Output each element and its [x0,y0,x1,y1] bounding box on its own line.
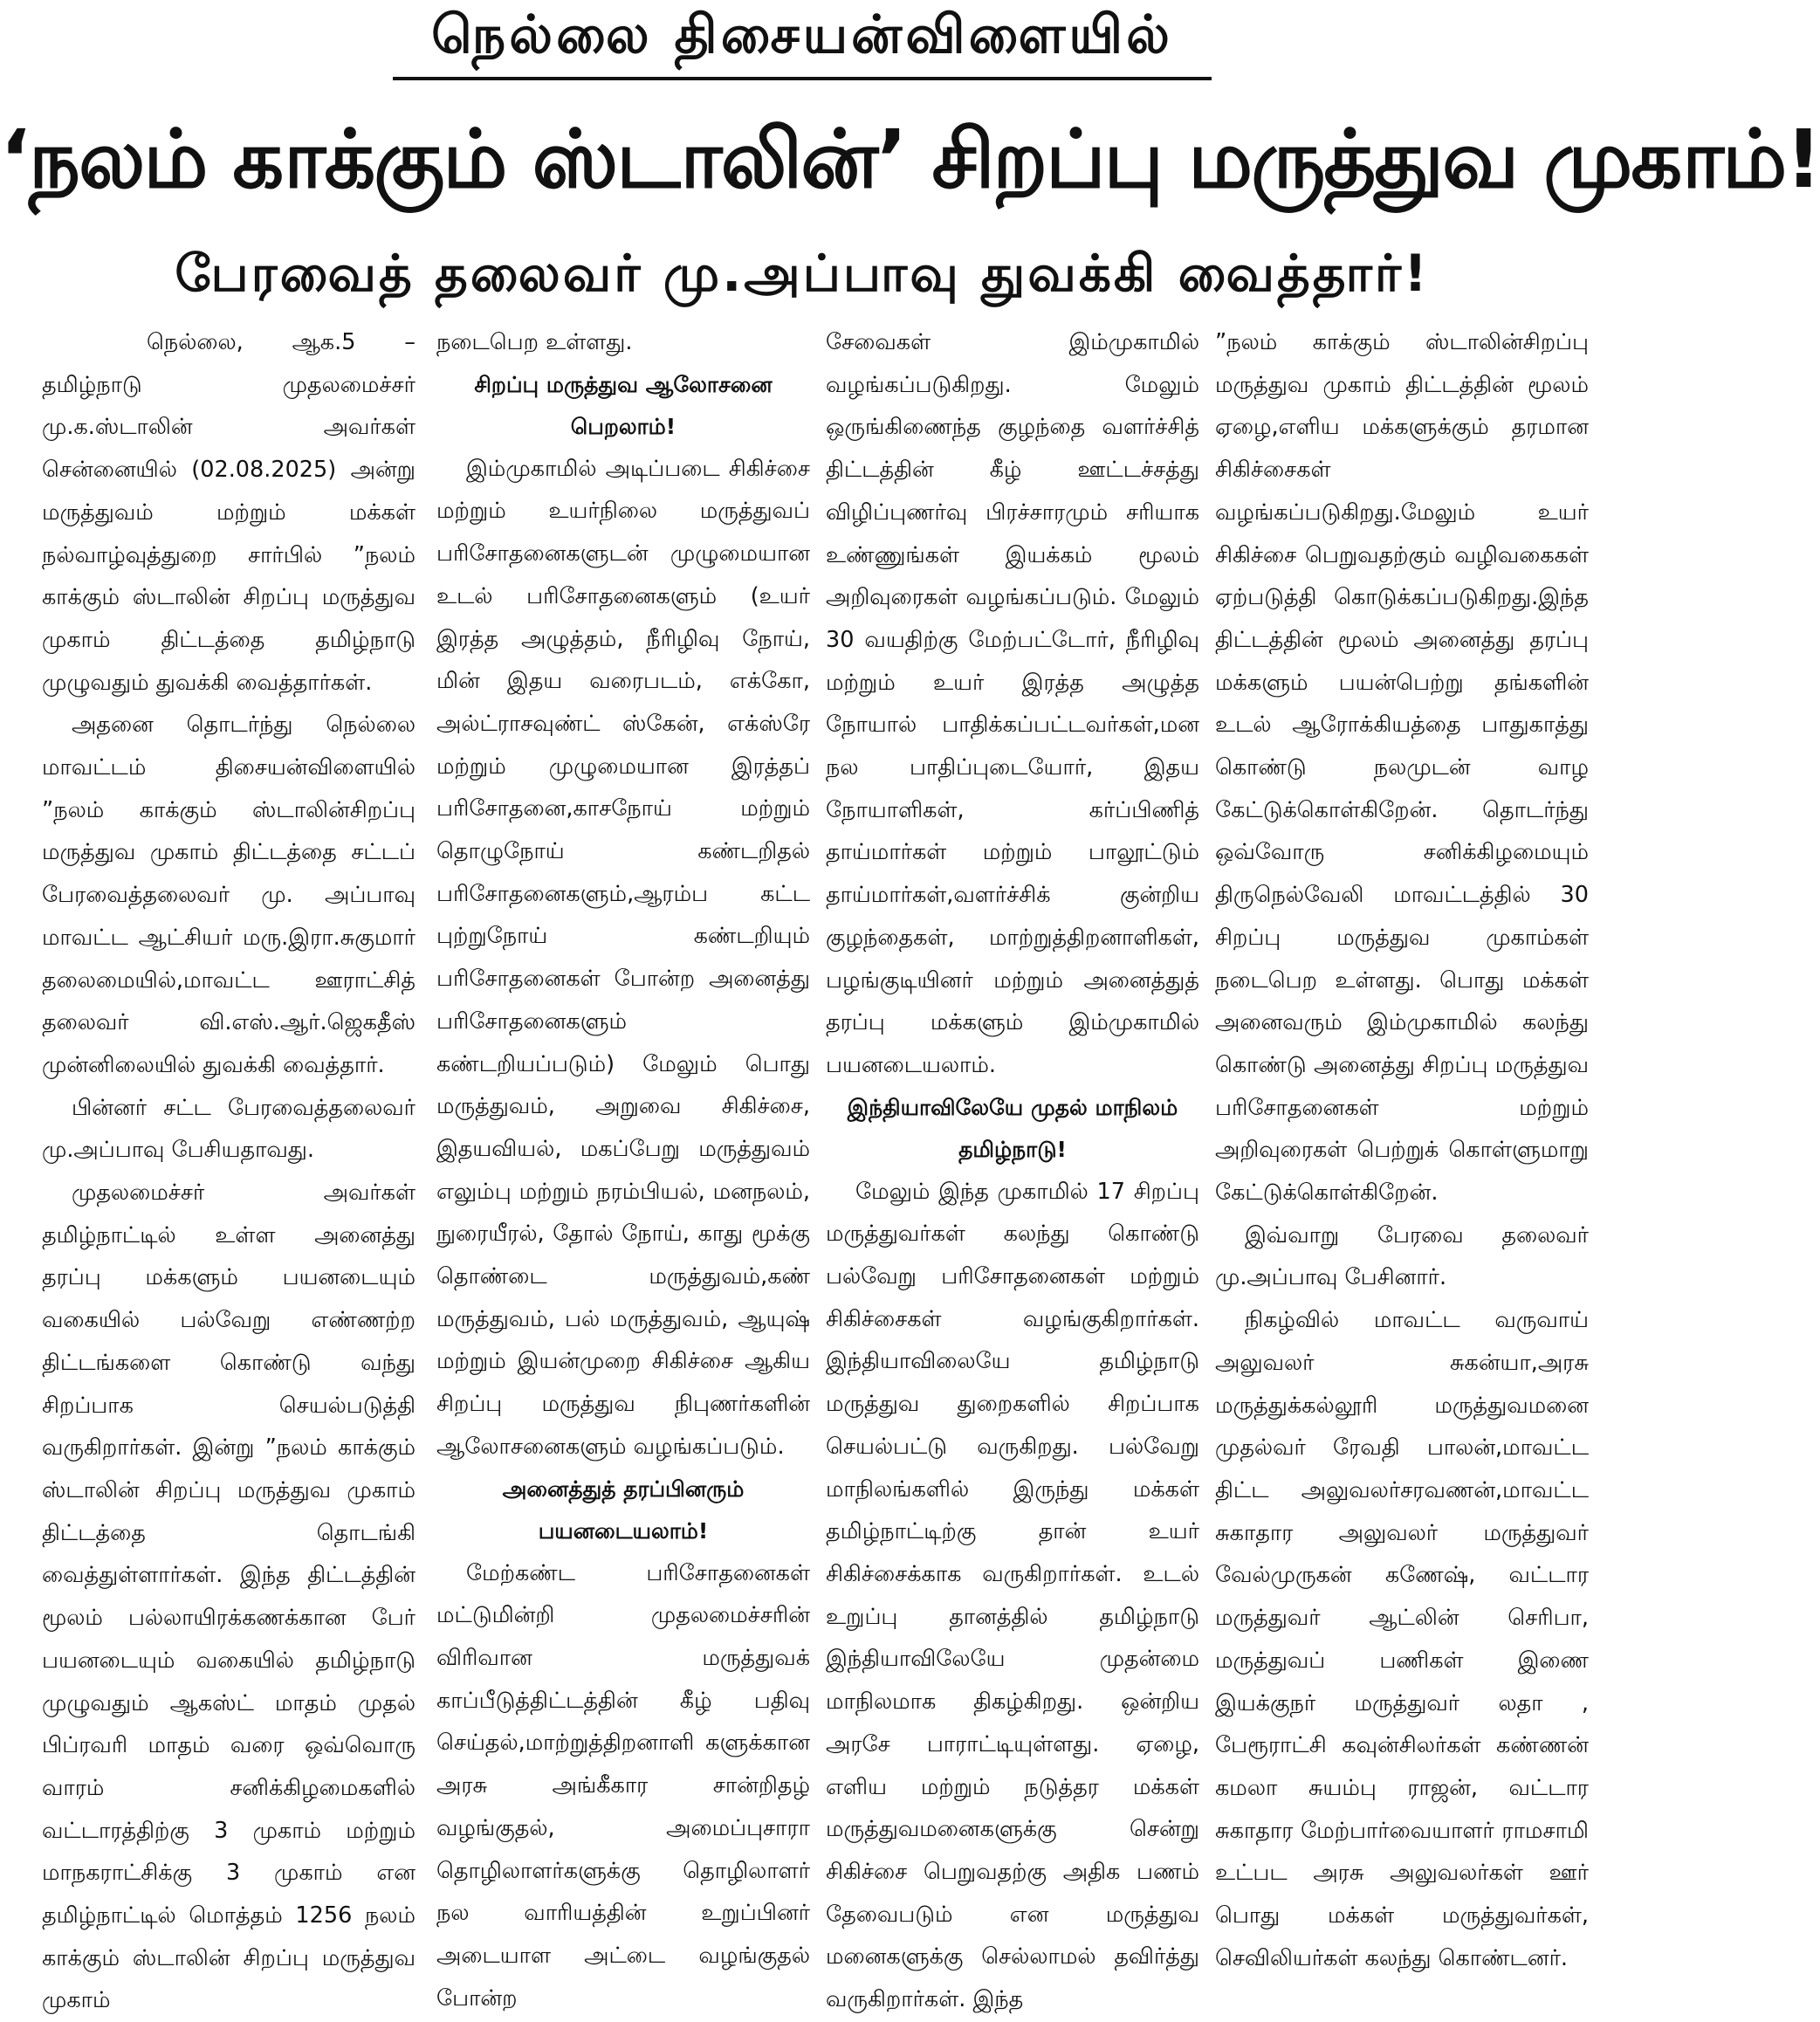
article-column-2 [436,321,810,2012]
headline: ‘நலம் காக்கும் ஸ்டாலின்’ சிறப்பு மருத்துவ முகாம்! [0,113,1820,206]
section-heading: இந்தியாவிலேயே முதல் மாநிலம் தமிழ்நாடு! [847,1094,1178,1162]
paragraph: சேவைகள் இம்முகாமில் வழங்கப்படுகிறது. மேலும் ஒருங்கிணைந்த குழந்தை வளர்ச்சித் திட்டத்தின் கீழ் ஊட்டச்சத்து விழிப்புணர்வு பிரச்சாரமும் சரியாக உண்ணுங்கள் இயக்கம் மூலம் அறிவுரைகள் வழங்கப்படும். மேலும் 30 வயதிற்கு மேற்பட்டோர், நீரிழிவு மற்றும் உயர் இரத்த அழுத்த நோயால் பாதிக்கப்பட்டவர்கள்,மன நல பாதிப்புடையோர், இதய நோயாளிகள், கர்ப்பிணித் தாய்மார்கள் மற்றும் பாலூட்டும் தாய்மார்கள்,வளர்ச்சிக் குன்றிய குழந்தைகள், மாற்றுத்திறனாளிகள், பழங்குடியினர் மற்றும் அனைத்துத் தரப்பு மக்களும் இம்முகாமில் பயனடையலாம். [826,329,1199,1078]
kicker-divider [393,77,1212,80]
paragraph: மேற்கண்ட பரிசோதனைகள் மட்டுமின்றி முதலமைச்சரின் விரிவான மருத்துவக் காப்பீடுத்திட்டத்தின் கீழ் பதிவு செய்தல்,மாற்றுத்திறனாளி களுக்கான அரசு அங்கீகார சான்றிதழ் வழங்குதல், அமைப்புசாரா தொழிலாளர்களுக்கு தொழிலாளர் நல வாரியத்தின் உறுப்பினர் அடையாள அட்டை வழங்குதல் போன்ற [436,1559,810,2012]
article-column-3 [826,321,1199,2013]
paragraph: நெல்லை, ஆக.5 – தமிழ்நாடு முதலமைச்சர் மு.க.ஸ்டாலின் அவர்கள் சென்னையில் (02.08.2025) அன்று மருத்துவம் மற்றும் மக்கள் நல்வாழ்வுத்துறை சார்பில் ”நலம் காக்கும் ஸ்டாலின் சிறப்பு மருத்துவ முகாம் திட்டத்தை தமிழ்நாடு முழுவதும் துவக்கி வைத்தார்கள். [42,329,416,696]
paragraph: பின்னர் சட்ட பேரவைத்தலைவர் மு.அப்பாவு பேசியதாவது. [42,1094,416,1164]
paragraph: முதலமைச்சர் அவர்கள் தமிழ்நாட்டில் உள்ள அனைத்து தரப்பு மக்களும் பயனடையும் வகையில் பல்வேறு எண்ணற்ற திட்டங்களை கொண்டு வந்து சிறப்பாக செயல்படுத்தி வருகிறார்கள். இன்று ”நலம் காக்கும் ஸ்டாலின் சிறப்பு மருத்துவ முகாம் திட்டத்தை தொடங்கி வைத்துள்ளார்கள். இந்த திட்டத்தின் மூலம் பல்லாயிரக்கணக்கான பேர் பயனடையும் வகையில் தமிழ்நாடு முழுவதும் ஆகஸ்ட் மாதம் முதல் பிப்ரவரி மாதம் வரை ஒவ்வொரு வாரம் சனிக்கிழமைகளில் வட்டாரத்திற்கு 3 முகாம் மற்றும் மாநகராட்சிக்கு 3 முகாம் என தமிழ்நாட்டில் மொத்தம் 1256 நலம் காக்கும் ஸ்டாலின் சிறப்பு மருத்துவ முகாம் [42,1180,416,2014]
paragraph: நடைபெற உள்ளது. [436,329,633,355]
paragraph: நிகழ்வில் மாவட்ட வருவாய் அலுவலர் சுகன்யா,அரசு மருத்துக்கல்லூரி மருத்துவமனை முதல்வர் ரேவதி பாலன்,மாவட்ட திட்ட அலுவலர்சரவணன்,மாவட்ட சுகாதார அலுவலர் மருத்துவர் வேல்முருகன் கணேஷ், வட்டார மருத்துவர் ஆட்லின் செரிபா, மருத்துவப் பணிகள் இணை இயக்குநர் மருத்துவர் லதா , பேரூராட்சி கவுன்சிலர்கள் கண்ணன் கமலா சுயம்பு ராஜன், வட்டார சுகாதார மேற்பார்வையாளர் ராமசாமி உட்பட அரசு அலுவலர்கள் ஊர் பொது மக்கள் மருத்துவர்கள், செவிலியர்கள் கலந்து கொண்டனர். [1215,1307,1589,1971]
paragraph: மேலும் இந்த முகாமில் 17 சிறப்பு மருத்துவர்கள் கலந்து கொண்டு பல்வேறு பரிசோதனைகள் மற்றும் சிகிச்சைகள் வழங்குகிறார்கள். இந்தியாவிலையே தமிழ்நாடு மருத்துவ துறைகளில் சிறப்பாக செயல்பட்டு வருகிறது. பல்வேறு மாநிலங்களில் இருந்து மக்கள் தமிழ்நாட்டிற்கு தான் உயர் சிகிச்சைக்காக வருகிறார்கள். உடல் உறுப்பு தானத்தில் தமிழ்நாடு இந்தியாவிலேயே முதன்மை மாநிலமாக திகழ்கிறது. ஒன்றிய அரசே பாராட்டியுள்ளது. ஏழை, எளிய மற்றும் நடுத்தர மக்கள் மருத்துவமனைகளுக்கு சென்று சிகிச்சை பெறுவதற்கு அதிக பணம் தேவைபடும் என மருத்துவ மனைகளுக்கு செல்லாமல் தவிர்த்து வருகிறார்கள். இந்த [826,1178,1199,2013]
article-column-4 [1215,321,1589,1971]
section-heading: அனைத்துத் தரப்பினரும் பயனடையலாம்! [502,1475,745,1544]
subheadline: பேரவைத் தலைவர் மு.அப்பாவு துவக்கி வைத்தார்! [175,244,1430,303]
section-heading: சிறப்பு மருத்துவ ஆலோசனை பெறலாம்! [474,371,773,439]
paragraph: ”நலம் காக்கும் ஸ்டாலின்சிறப்பு மருத்துவ முகாம் திட்டத்தின் மூலம் ஏழை,எளிய மக்களுக்கும் தரமான சிகிச்சைகள் வழங்கப்படுகிறது.மேலும் உயர் சிகிச்சை பெறுவதற்கும் வழிவகைகள் ஏற்படுத்தி கொடுக்கப்படுகிறது.இந்த திட்டத்தின் மூலம் அனைத்து தரப்பு மக்களும் பயன்பெற்று தங்களின் உடல் ஆரோக்கியத்தை பாதுகாத்து கொண்டு நலமுடன் வாழ கேட்டுக்கொள்கிறேன். தொடர்ந்து ஒவ்வோரு சனிக்கிழமையும் திருநெல்வேலி மாவட்டத்தில் 30 சிறப்பு மருத்துவ முகாம்கள் நடைபெற உள்ளது. பொது மக்கள் அனைவரும் இம்முகாமில் கலந்து கொண்டு அனைத்து சிறப்பு மருத்துவ பரிசோதனைகள் மற்றும் அறிவுரைகள் பெற்றுக் கொள்ளுமாறு கேட்டுக்கொள்கிறேன். [1215,329,1589,1207]
paragraph: இவ்வாறு பேரவை தலைவர் மு.அப்பாவு பேசினார். [1215,1221,1589,1291]
article-column-1 [42,321,416,2014]
paragraph: இம்முகாமில் அடிப்படை சிகிச்சை மற்றும் உயர்நிலை மருத்துவப் பரிசோதனைகளுடன் முழுமையான உடல் பரிசோதனைகளும் (உயர் இரத்த அழுத்தம், நீரிழிவு நோய், மின் இதய வரைபடம், எக்கோ, அல்ட்ராசவுண்ட் ஸ்கேன், எக்ஸ்ரே மற்றும் முழுமையான இரத்தப் பரிசோதனை,காசநோய் மற்றும் தொழுநோய் கண்டறிதல் பரிசோதனைகளும்,ஆரம்ப கட்ட புற்றுநோய் கண்டறியும் பரிசோதனைகள் போன்ற அனைத்து பரிசோதனைகளும் கண்டறியப்படும்) மேலும் பொது மருத்துவம், அறுவை சிகிச்சை, இதயவியல், மகப்பேறு மருத்துவம் எலும்பு மற்றும் நரம்பியல், மனநலம், நுரையீரல், தோல் நோய், காது மூக்கு தொண்டை மருத்துவம்,கண் மருத்துவம், பல் மருத்துவம், ஆயுஷ் மற்றும் இயன்முறை சிகிச்சை ஆகிய சிறப்பு மருத்துவ நிபுணர்களின் ஆலோசனைகளும் வழங்கப்படும். [436,455,810,1460]
kicker-title: நெல்லை திசையன்விளையில் [431,4,1173,65]
paragraph: அதனை தொடர்ந்து நெல்லை மாவட்டம் திசையன்விளையில் ”நலம் காக்கும் ஸ்டாலின்சிறப்பு மருத்துவ முகாம் திட்டத்தை சட்டப் பேரவைத்தலைவர் மு. அப்பாவு மாவட்ட ஆட்சியர் மரு.இரா.சுகுமார் தலைமையில்,மாவட்ட ஊராட்சித் தலைவர் வி.எஸ்.ஆர்.ஜெகதீஸ் முன்னிலையில் துவக்கி வைத்தார். [42,712,416,1078]
